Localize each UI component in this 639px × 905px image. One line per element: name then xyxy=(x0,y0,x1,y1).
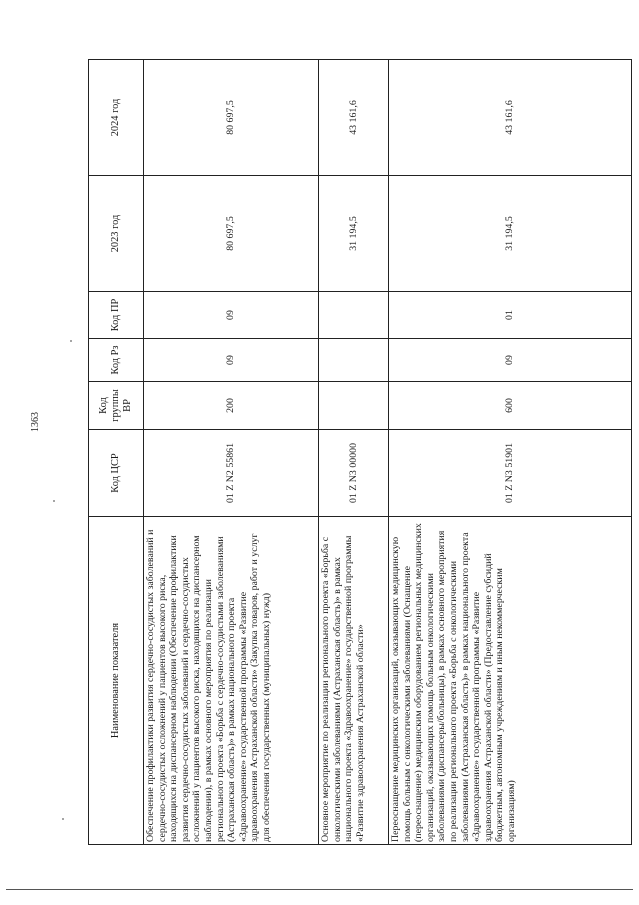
cell-pr: 09 xyxy=(144,292,319,339)
header-2023: 2023 год xyxy=(89,176,144,292)
bottom-rule xyxy=(6,889,633,890)
cell-2023: 31 194,5 xyxy=(389,176,632,292)
header-2024: 2024 год xyxy=(89,60,144,176)
header-pr: Код ПР xyxy=(89,292,144,339)
rotated-table-container xyxy=(88,60,631,845)
cell-2023: 31 194,5 xyxy=(319,176,389,292)
cell-rz xyxy=(319,339,389,382)
table-row xyxy=(144,60,319,845)
cell-pr: 01 xyxy=(389,292,632,339)
cell-csr: 01 Z N3 00000 xyxy=(319,430,389,517)
header-vr: Код группы ВР xyxy=(89,382,144,430)
cell-vr: 600 xyxy=(389,382,632,430)
budget-table xyxy=(88,59,632,845)
cell-csr: 01 Z N2 55861 xyxy=(144,430,319,517)
cell-pr xyxy=(319,292,389,339)
cell-name: Обеспечение профилактики развития сердечно-сосудистых заболеваний и сердечно-сосудистых осложнений у пациентов высокого риска, находящихся на диспансерном наблюдении (Обеспечение профилактики развития сердечно-сосудистых заболеваний и сердечно-сосудистых осложнений у пациентов высокого риска, находящихся на диспансерном наблюдении), в рамках основного мероприятия по реализации регионального проекта «Борьба с сердечно-сосудистыми заболеваниями (Астраханская область)» в рамках национального проекта «Здравоохранение» государственной программы «Развитие здравоохранения Астраханской области» (Закупка товаров, работ и услуг для обеспечения государственных (муниципальных) нужд) xyxy=(144,517,319,845)
cell-rz: 09 xyxy=(144,339,319,382)
header-rz: Код Рз xyxy=(89,339,144,382)
scan-speck xyxy=(53,500,55,502)
cell-csr: 01 Z N3 51901 xyxy=(389,430,632,517)
scan-speck xyxy=(70,340,72,342)
cell-2024: 80 697,5 xyxy=(144,60,319,176)
cell-name: Основное мероприятие по реализации регионального проекта «Борьба с онкологическими заболеваниями (Астраханская область)» в рамках национального проекта «Здравоохранение» государственной программы «Развитие здравоохранения Астраханской области» xyxy=(319,517,389,845)
table-header-row xyxy=(89,60,144,845)
header-csr: Код ЦСР xyxy=(89,430,144,517)
cell-2023: 80 697,5 xyxy=(144,176,319,292)
header-name: Наименование показателя xyxy=(89,517,144,845)
scan-speck xyxy=(62,818,64,820)
cell-vr: 200 xyxy=(144,382,319,430)
cell-vr xyxy=(319,382,389,430)
cell-name: Переоснащение медицинских организаций, оказывающих медицинскую помощь больным с онкологическими заболеваниями (Оснащение (переоснащение) медицинским оборудованием региональных медицинских организаций, оказывающих помощь больным онкологическими заболеваниями (диспансеры/больницы), в рамках основного мероприятия по реализации регионального проекта «Борьба с онкологическими заболеваниями (Астраханская область)» в рамках национального проекта «Здравоохранение» государственной программы «Развитие здравоохранения Астраханской области» (Предоставление субсидий бюджетным, автономным учреждениям и иным некоммерческим организациям) xyxy=(389,517,632,845)
page-number: 1363 xyxy=(30,412,41,432)
table-row xyxy=(389,60,632,845)
cell-2024: 43 161,6 xyxy=(319,60,389,176)
cell-2024: 43 161,6 xyxy=(389,60,632,176)
table-row xyxy=(319,60,389,845)
cell-rz: 09 xyxy=(389,339,632,382)
